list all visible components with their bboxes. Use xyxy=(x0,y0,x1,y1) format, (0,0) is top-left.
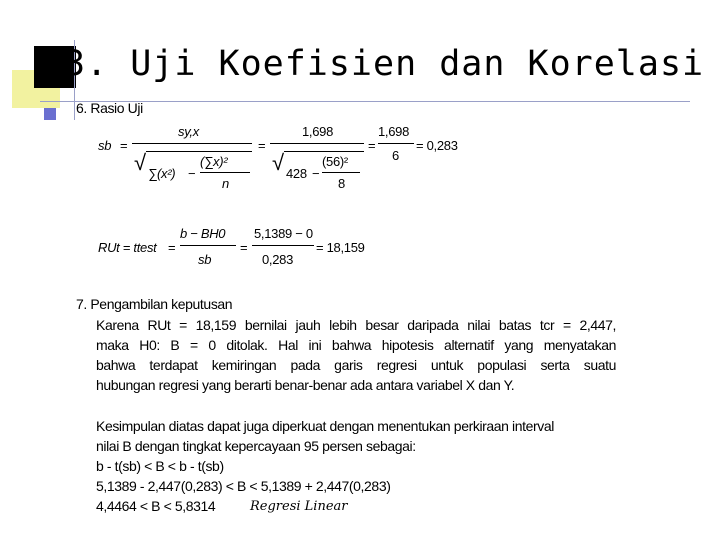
ru-frac1-num: b − BH0 xyxy=(180,226,226,241)
sb-lhs: sb xyxy=(98,138,112,153)
para2-line: 4,4464 < B < 5,8314 xyxy=(96,498,216,514)
bullet-square-icon xyxy=(44,108,56,120)
ru-lhs: RUt = ttest xyxy=(98,240,157,255)
sb-num-value: 1,698 xyxy=(302,124,334,139)
fraction-bar xyxy=(270,143,364,144)
sum-x-squared: (∑x)² xyxy=(200,154,228,169)
slide-footer: Regresi Linear xyxy=(250,499,348,514)
minus-sign: − xyxy=(188,166,196,181)
para1-line: hubungan regresi yang berarti benar-benar ada antara variabel X dan Y. xyxy=(96,377,515,393)
para2-line: nilai B dengan tingkat kepercayaan 95 persen sebagai: xyxy=(96,438,416,454)
ru-frac2-num: 5,1389 − 0 xyxy=(254,226,313,241)
para2-line: b - t(sb) < B < b - t(sb) xyxy=(96,458,224,474)
sqrt-bar xyxy=(284,151,364,152)
ru-result: = 18,159 xyxy=(316,240,365,255)
para1-line: maka H0: B = 0 ditolak. Hal ini bahwa hipotesis alternatif yang menyatakan xyxy=(96,337,616,353)
document-image xyxy=(76,100,620,520)
fraction-bar xyxy=(132,143,252,144)
para1-line: Karena RUt = 18,159 bernilai jauh lebih besar daripada nilai batas tcr = 2,447, xyxy=(96,317,616,333)
den-56-squared: (56)² xyxy=(322,154,348,169)
fraction-bar xyxy=(200,172,250,173)
den-428: 428 xyxy=(286,166,307,181)
section7-heading: 7. Pengambilan keputusan xyxy=(76,296,233,312)
slide-title: 3. Uji Koefisien dan Korelasi xyxy=(64,44,705,84)
equals-sign: = xyxy=(120,138,128,153)
para2-line: Kesimpulan diatas dapat juga diperkuat dengan menentukan perkiraan interval xyxy=(96,418,554,434)
section6-heading: 6. Rasio Uji xyxy=(76,100,143,116)
fraction-bar xyxy=(322,172,360,173)
sqrt-symbol: √ xyxy=(272,150,284,175)
para1-line: bahwa terdapat kemiringan pada garis regresi untuk populasi serta suatu xyxy=(96,357,616,373)
ru-frac2-den: 0,283 xyxy=(262,252,294,267)
equals-sign: = xyxy=(240,240,248,255)
sqrt-symbol: √ xyxy=(134,150,146,175)
fraction-bar xyxy=(378,143,414,144)
equals-sign: = xyxy=(168,240,176,255)
sum-x2: ∑(x²) xyxy=(148,166,176,181)
equals-sign: = xyxy=(258,138,266,153)
sqrt-bar xyxy=(146,151,252,152)
fraction-bar xyxy=(252,245,314,246)
sb-numerator: sy,x xyxy=(178,124,199,139)
sb-result: = 0,283 xyxy=(416,138,458,153)
frac2-den: 6 xyxy=(392,148,399,163)
frac2-num: 1,698 xyxy=(378,124,410,139)
ru-frac1-den: sb xyxy=(198,252,212,267)
fraction-bar xyxy=(180,245,236,246)
n-symbol: n xyxy=(222,176,229,191)
minus-sign: − xyxy=(312,166,320,181)
den-8: 8 xyxy=(338,176,345,191)
equals-sign: = xyxy=(368,138,376,153)
para2-line: 5,1389 - 2,447(0,283) < B < 5,1389 + 2,447(0,283) xyxy=(96,478,391,494)
